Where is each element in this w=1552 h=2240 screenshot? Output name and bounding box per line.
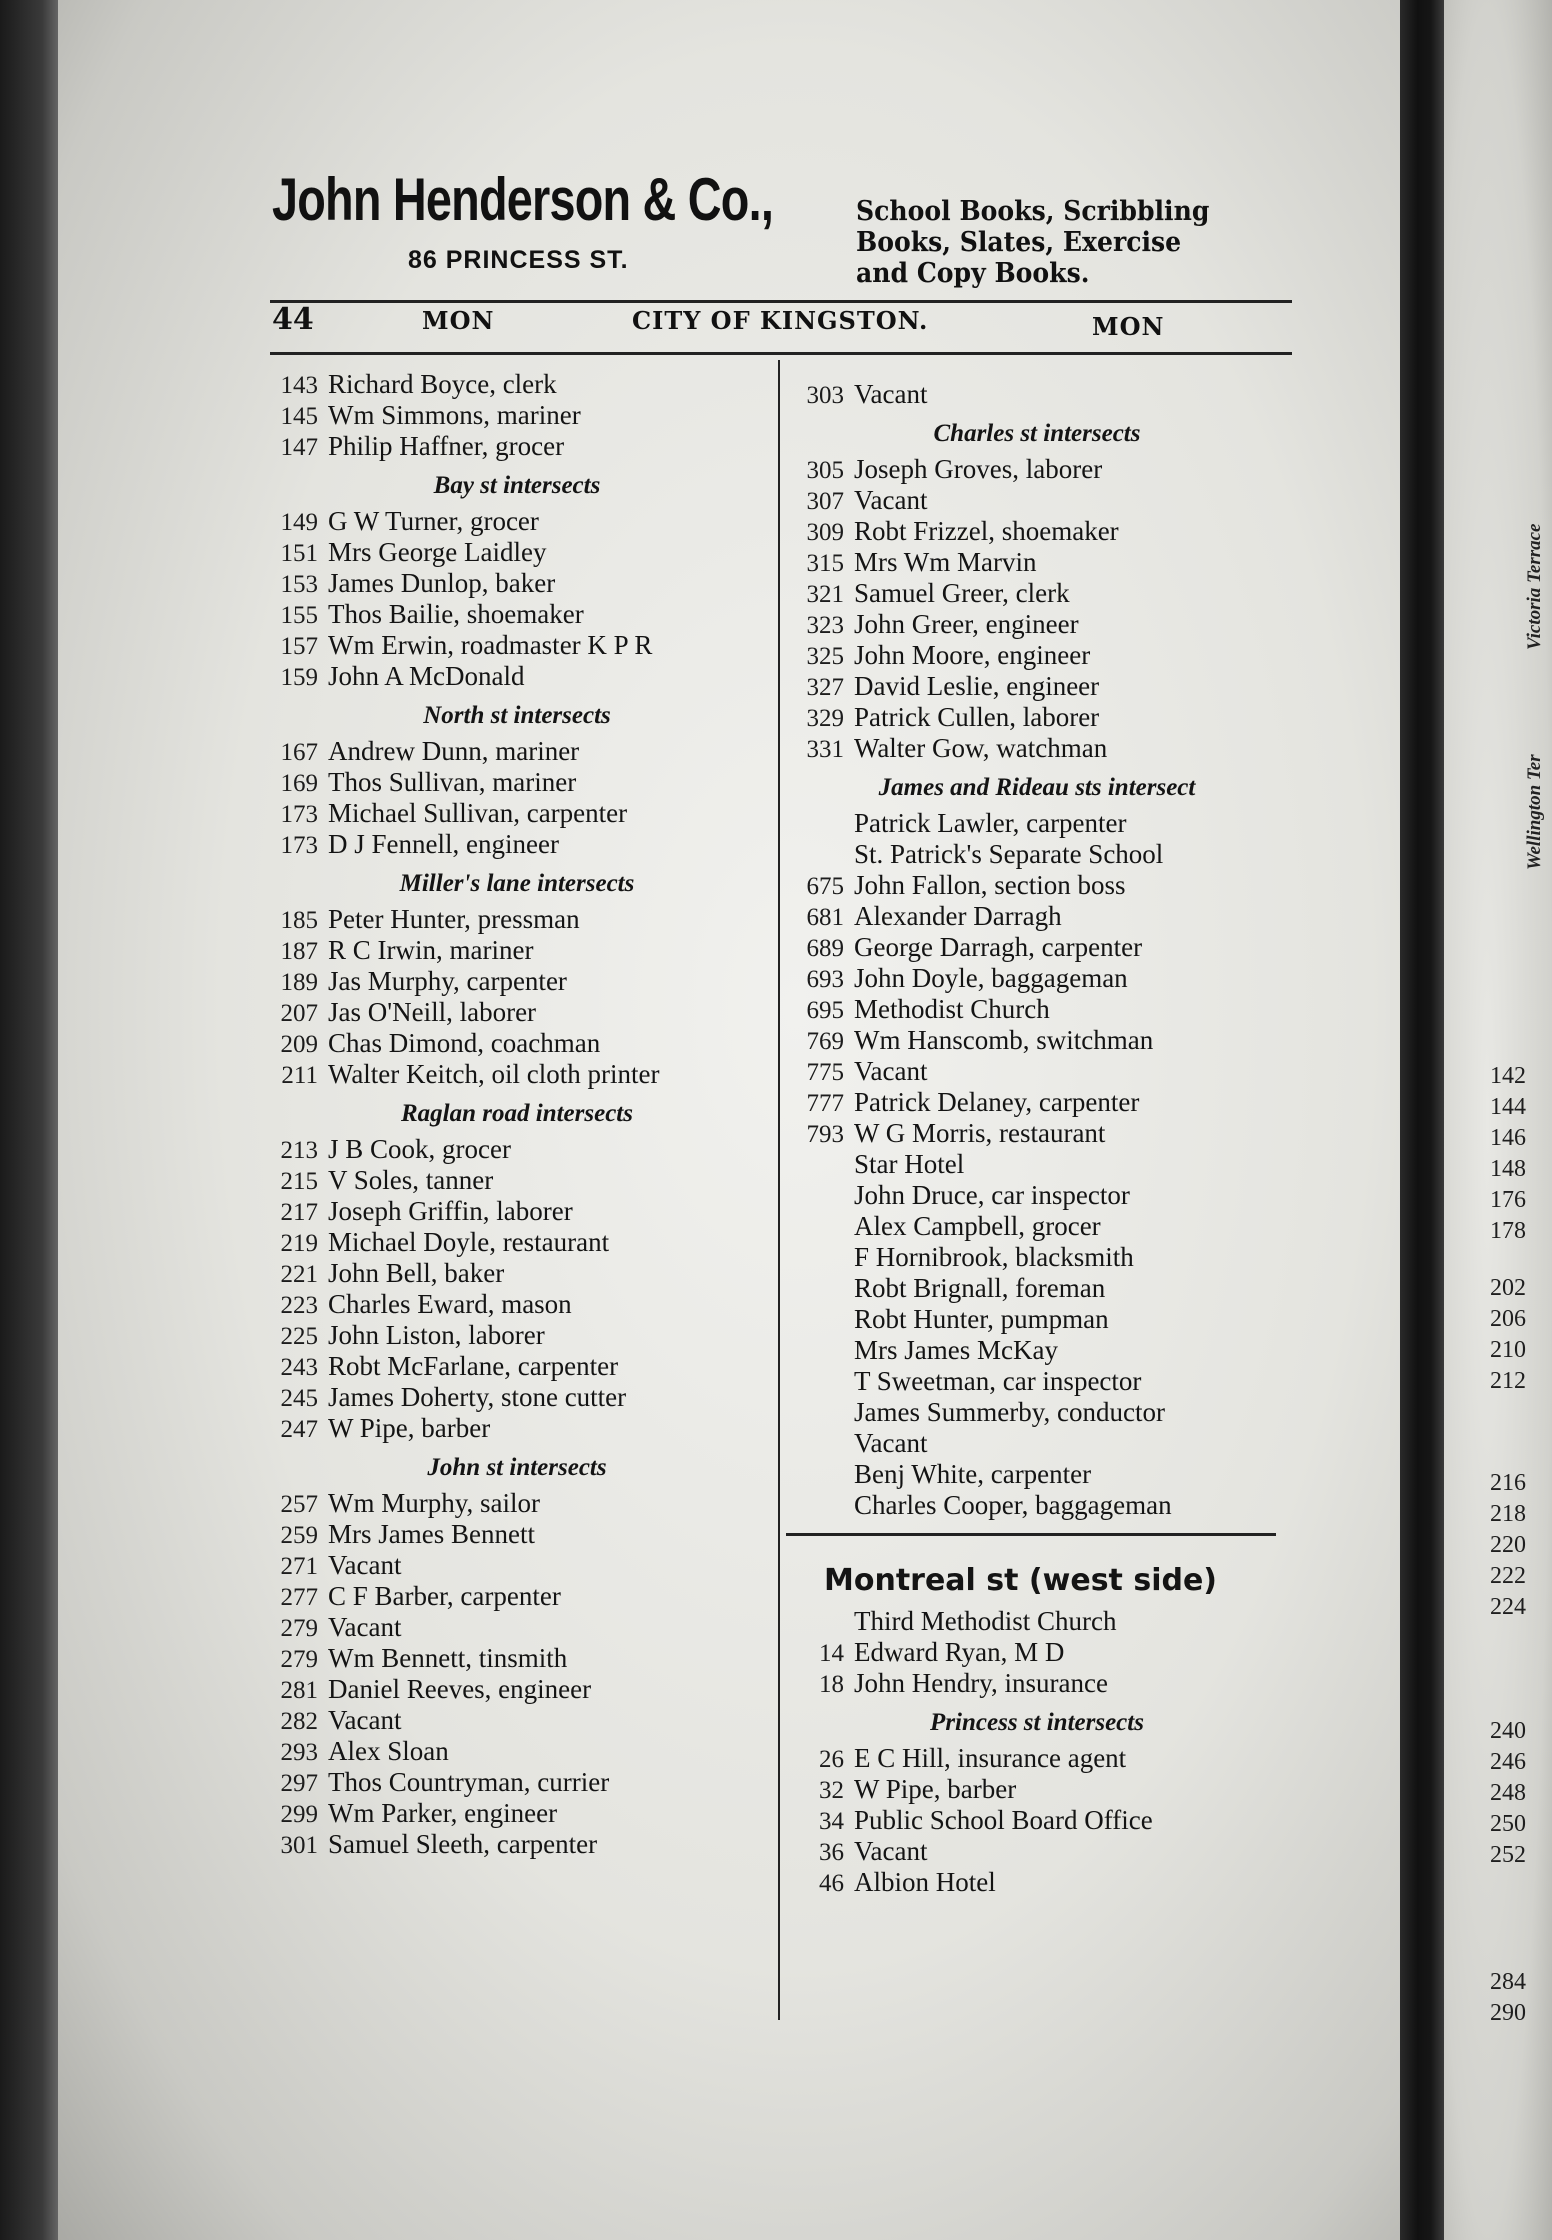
directory-entry — [262, 1767, 772, 1798]
resident-name: W G Morris, restaurant — [854, 1118, 1106, 1148]
next-page-house-number: 218 — [1490, 1501, 1526, 1527]
directory-entry — [782, 1397, 1292, 1428]
directory-entry — [262, 1736, 772, 1767]
directory-entry — [262, 1581, 772, 1612]
header-rule-bottom — [270, 352, 1292, 355]
directory-entry — [782, 1118, 1292, 1149]
intersection-heading: Princess st intersects — [930, 1709, 1144, 1736]
next-page-house-number: 142 — [1490, 1063, 1526, 1089]
directory-entry — [782, 1025, 1292, 1056]
column-divider — [778, 360, 780, 2020]
directory-entry — [262, 935, 772, 966]
directory-entry — [262, 1612, 772, 1643]
directory-entry — [782, 1606, 1292, 1637]
resident-name: Wm Simmons, mariner — [328, 400, 581, 430]
resident-name: St. Patrick's Separate School — [854, 839, 1164, 869]
next-page-house-number: 222 — [1490, 1563, 1526, 1589]
house-number: 145 — [280, 403, 318, 430]
resident-name: Richard Boyce, clerk — [328, 369, 557, 399]
resident-name: Mrs James Bennett — [328, 1519, 535, 1549]
next-page-house-number: 220 — [1490, 1532, 1526, 1558]
house-number: 271 — [280, 1553, 318, 1580]
house-number: 189 — [280, 969, 318, 996]
resident-name: Joseph Griffin, laborer — [328, 1196, 573, 1226]
directory-entry — [782, 1637, 1292, 1668]
advert-products — [856, 196, 1265, 289]
directory-entry — [782, 733, 1292, 764]
house-number: 777 — [806, 1090, 844, 1117]
resident-name: Wm Murphy, sailor — [328, 1488, 540, 1518]
resident-name: Patrick Cullen, laborer — [854, 702, 1100, 732]
resident-name: Vacant — [328, 1705, 402, 1735]
directory-entry — [782, 1836, 1292, 1867]
house-number: 157 — [280, 633, 318, 660]
house-number: 689 — [806, 935, 844, 962]
house-number: 309 — [806, 519, 844, 546]
house-number: 209 — [280, 1031, 318, 1058]
house-number: 247 — [280, 1416, 318, 1443]
directory-entry — [782, 1668, 1292, 1699]
house-number: 329 — [806, 705, 844, 732]
house-number: 281 — [280, 1677, 318, 1704]
house-number: 36 — [819, 1839, 844, 1866]
resident-name: John A McDonald — [328, 661, 525, 691]
directory-entry — [782, 870, 1292, 901]
directory-entry — [262, 1798, 772, 1829]
intersection-heading: Raglan road intersects — [401, 1100, 633, 1127]
directory-entry — [782, 578, 1292, 609]
next-page-house-number: 146 — [1490, 1125, 1526, 1151]
intersection-heading: Charles st intersects — [933, 420, 1141, 447]
advert-products-line: School Books, Scribbling — [856, 196, 1210, 227]
house-number: 257 — [280, 1491, 318, 1518]
directory-entry — [782, 901, 1292, 932]
intersection-heading: John st intersects — [427, 1454, 607, 1481]
next-page-house-number: 290 — [1490, 2000, 1526, 2026]
directory-entry — [262, 904, 772, 935]
resident-name: E C Hill, insurance agent — [854, 1743, 1127, 1773]
directory-entry — [782, 932, 1292, 963]
directory-entry — [262, 369, 772, 400]
directory-entry — [262, 767, 772, 798]
house-number: 681 — [806, 904, 844, 931]
resident-name: Thos Bailie, shoemaker — [328, 599, 584, 629]
directory-entry — [782, 1273, 1292, 1304]
house-number: 159 — [280, 664, 318, 691]
house-number: 151 — [280, 540, 318, 567]
advert-products-line: and Copy Books. — [856, 258, 1090, 289]
resident-name: Daniel Reeves, engineer — [328, 1674, 592, 1704]
resident-name: Michael Sullivan, carpenter — [328, 798, 628, 828]
side-label: Victoria Terrace — [1524, 523, 1545, 650]
directory-entry — [262, 630, 772, 661]
next-page-house-number: 248 — [1490, 1780, 1526, 1806]
directory-entry — [262, 1488, 772, 1519]
next-page-house-number: 144 — [1490, 1094, 1526, 1120]
directory-entry — [262, 568, 772, 599]
next-page-house-number: 206 — [1490, 1306, 1526, 1332]
resident-name: Wm Parker, engineer — [328, 1798, 558, 1828]
resident-name: Jas O'Neill, laborer — [328, 997, 537, 1027]
resident-name: Vacant — [854, 1836, 928, 1866]
house-number: 169 — [280, 770, 318, 797]
resident-name: Samuel Sleeth, carpenter — [328, 1829, 598, 1859]
house-number: 297 — [280, 1770, 318, 1797]
resident-name: John Liston, laborer — [328, 1320, 545, 1350]
resident-name: Joseph Groves, laborer — [854, 454, 1103, 484]
house-number: 149 — [280, 509, 318, 536]
directory-entry — [262, 506, 772, 537]
resident-name: Charles Eward, mason — [328, 1289, 572, 1319]
house-number: 695 — [806, 997, 844, 1024]
resident-name: Alex Sloan — [328, 1736, 449, 1766]
resident-name: C F Barber, carpenter — [328, 1581, 561, 1611]
directory-entry — [262, 400, 772, 431]
next-page-house-number: 148 — [1490, 1156, 1526, 1182]
directory-entry — [262, 1165, 772, 1196]
house-number: 303 — [806, 382, 844, 409]
directory-entry — [782, 1366, 1292, 1397]
next-page-house-number: 212 — [1490, 1368, 1526, 1394]
directory-entry — [782, 1242, 1292, 1273]
resident-name: Walter Keitch, oil cloth printer — [328, 1059, 660, 1089]
resident-name: Philip Haffner, grocer — [328, 431, 565, 461]
directory-entry — [262, 599, 772, 630]
resident-name: Samuel Greer, clerk — [854, 578, 1070, 608]
house-number: 325 — [806, 643, 844, 670]
resident-name: J B Cook, grocer — [328, 1134, 511, 1164]
resident-name: John Bell, baker — [328, 1258, 505, 1288]
directory-entry — [782, 808, 1292, 839]
house-number: 211 — [281, 1062, 318, 1089]
directory-entry — [262, 1674, 772, 1705]
house-number: 769 — [806, 1028, 844, 1055]
next-page-house-number: 246 — [1490, 1749, 1526, 1775]
resident-name: James Summerby, conductor — [854, 1397, 1165, 1427]
resident-name: George Darragh, carpenter — [854, 932, 1143, 962]
resident-name: V Soles, tanner — [328, 1165, 494, 1195]
house-number: 213 — [280, 1137, 318, 1164]
resident-name: G W Turner, grocer — [328, 506, 539, 536]
resident-name: Star Hotel — [854, 1149, 965, 1179]
directory-entry — [782, 839, 1292, 870]
directory-entry — [782, 609, 1292, 640]
resident-name: Mrs George Laidley — [328, 537, 547, 567]
directory-entry — [782, 1743, 1292, 1774]
header-rule-top — [270, 300, 1292, 303]
next-page-house-number: 210 — [1490, 1337, 1526, 1363]
resident-name: Vacant — [854, 1056, 928, 1086]
resident-name: D J Fennell, engineer — [328, 829, 559, 859]
resident-name: John Druce, car inspector — [854, 1180, 1130, 1210]
page-number: 44 — [272, 302, 314, 337]
house-number: 282 — [280, 1708, 318, 1735]
house-number: 18 — [819, 1671, 844, 1698]
resident-name: Robt McFarlane, carpenter — [328, 1351, 619, 1381]
resident-name: John Greer, engineer — [854, 609, 1079, 639]
house-number: 279 — [280, 1646, 318, 1673]
scan-left-edge — [0, 0, 60, 2240]
house-number: 32 — [819, 1777, 844, 1804]
directory-entry — [262, 1550, 772, 1581]
house-number: 187 — [280, 938, 318, 965]
resident-name: Robt Hunter, pumpman — [854, 1304, 1109, 1334]
directory-entry — [782, 379, 1292, 410]
directory-entry — [782, 1459, 1292, 1490]
directory-entry — [262, 1351, 772, 1382]
house-number: 293 — [280, 1739, 318, 1766]
directory-entry — [262, 966, 772, 997]
resident-name: W Pipe, barber — [854, 1774, 1017, 1804]
resident-name: Charles Cooper, baggageman — [854, 1490, 1172, 1520]
resident-name: Wm Hanscomb, switchman — [854, 1025, 1154, 1055]
directory-entry — [262, 1413, 772, 1444]
resident-name: Robt Brignall, foreman — [854, 1273, 1106, 1303]
directory-entry — [262, 1643, 772, 1674]
section-rule — [786, 1533, 1276, 1536]
house-number: 173 — [280, 832, 318, 859]
resident-name: Vacant — [854, 379, 928, 409]
directory-entry — [262, 798, 772, 829]
resident-name: James Dunlop, baker — [328, 568, 556, 598]
directory-entry — [782, 485, 1292, 516]
house-number: 215 — [280, 1168, 318, 1195]
resident-name: Michael Doyle, restaurant — [328, 1227, 610, 1257]
house-number: 167 — [280, 739, 318, 766]
resident-name: Mrs James McKay — [854, 1335, 1058, 1365]
directory-entry — [782, 1304, 1292, 1335]
house-number: 173 — [280, 801, 318, 828]
house-number: 243 — [280, 1354, 318, 1381]
house-number: 279 — [280, 1615, 318, 1642]
resident-name: Albion Hotel — [854, 1867, 996, 1897]
directory-entry — [782, 1149, 1292, 1180]
house-number: 34 — [819, 1808, 844, 1835]
house-number: 305 — [806, 457, 844, 484]
house-number: 323 — [806, 612, 844, 639]
resident-name: James Doherty, stone cutter — [328, 1382, 627, 1412]
directory-entry — [262, 1134, 772, 1165]
house-number: 315 — [806, 550, 844, 577]
resident-name: Robt Frizzel, shoemaker — [854, 516, 1119, 546]
resident-name: Peter Hunter, pressman — [328, 904, 580, 934]
running-head-right-street: MON — [1092, 312, 1165, 341]
next-page-house-number: 202 — [1490, 1275, 1526, 1301]
house-number: 26 — [819, 1746, 844, 1773]
next-page-house-number: 178 — [1490, 1218, 1526, 1244]
resident-name: Andrew Dunn, mariner — [328, 736, 580, 766]
resident-name: Patrick Delaney, carpenter — [854, 1087, 1140, 1117]
resident-name: Wm Erwin, roadmaster K P R — [328, 630, 653, 660]
resident-name: Third Methodist Church — [854, 1606, 1117, 1636]
resident-name: Mrs Wm Marvin — [854, 547, 1037, 577]
house-number: 793 — [806, 1121, 844, 1148]
resident-name: W Pipe, barber — [328, 1413, 491, 1443]
house-number: 153 — [280, 571, 318, 598]
house-number: 775 — [806, 1059, 844, 1086]
directory-entry — [782, 1805, 1292, 1836]
intersection-heading: Bay st intersects — [433, 472, 601, 499]
next-page-house-number: 250 — [1490, 1811, 1526, 1837]
directory-entry — [262, 829, 772, 860]
advert-products-line: Books, Slates, Exercise — [856, 227, 1182, 258]
directory-entry — [782, 547, 1292, 578]
resident-name: Chas Dimond, coachman — [328, 1028, 601, 1058]
directory-entry — [262, 1705, 772, 1736]
intersection-heading: James and Rideau sts intersect — [878, 774, 1196, 801]
resident-name: Vacant — [854, 1428, 928, 1458]
running-head-left-street: MON — [422, 306, 495, 335]
house-number: 155 — [280, 602, 318, 629]
house-number: 223 — [280, 1292, 318, 1319]
directory-entry — [782, 1056, 1292, 1087]
directory-entry — [262, 1196, 772, 1227]
resident-name: F Hornibrook, blacksmith — [854, 1242, 1134, 1272]
resident-name: Wm Bennett, tinsmith — [328, 1643, 568, 1673]
house-number: 143 — [280, 372, 318, 399]
house-number: 693 — [806, 966, 844, 993]
house-number: 219 — [280, 1230, 318, 1257]
resident-name: Alex Campbell, grocer — [854, 1211, 1101, 1241]
left-column — [262, 369, 772, 1860]
directory-entry — [262, 1519, 772, 1550]
resident-name: David Leslie, engineer — [854, 671, 1100, 701]
house-number: 217 — [280, 1199, 318, 1226]
resident-name: John Doyle, baggageman — [854, 963, 1128, 993]
resident-name: Thos Countryman, currier — [328, 1767, 610, 1797]
resident-name: R C Irwin, mariner — [328, 935, 534, 965]
directory-entry — [782, 640, 1292, 671]
house-number: 321 — [806, 581, 844, 608]
directory-entry — [782, 1867, 1292, 1898]
resident-name: Jas Murphy, carpenter — [328, 966, 567, 996]
resident-name: John Moore, engineer — [854, 640, 1091, 670]
directory-entry — [782, 963, 1292, 994]
next-page-house-number: 176 — [1490, 1187, 1526, 1213]
house-number: 221 — [280, 1261, 318, 1288]
directory-entry — [262, 1028, 772, 1059]
house-number: 46 — [819, 1870, 844, 1897]
resident-name: Benj White, carpenter — [854, 1459, 1092, 1489]
right-column — [782, 379, 1292, 1898]
next-page-house-number: 252 — [1490, 1842, 1526, 1868]
directory-entry — [262, 736, 772, 767]
house-number: 185 — [280, 907, 318, 934]
house-number: 14 — [819, 1640, 844, 1667]
resident-name: Edward Ryan, M D — [854, 1637, 1065, 1667]
resident-name: Thos Sullivan, mariner — [328, 767, 577, 797]
running-head-city: CITY OF KINGSTON. — [632, 306, 929, 335]
directory-entry — [262, 1227, 772, 1258]
directory-entry — [782, 1774, 1292, 1805]
resident-name: Vacant — [328, 1550, 402, 1580]
directory-entry — [782, 1428, 1292, 1459]
house-number: 207 — [280, 1000, 318, 1027]
directory-entry — [262, 661, 772, 692]
directory-entry — [262, 1829, 772, 1860]
directory-entry — [262, 1382, 772, 1413]
next-page-house-number: 284 — [1490, 1969, 1526, 1995]
house-number: 331 — [806, 736, 844, 763]
book-gutter — [1400, 0, 1444, 2240]
next-page-house-number: 240 — [1490, 1718, 1526, 1744]
resident-name: Public School Board Office — [854, 1805, 1153, 1835]
directory-entry — [262, 1059, 772, 1090]
house-number: 299 — [280, 1801, 318, 1828]
directory-entry — [262, 1289, 772, 1320]
next-page-house-number: 224 — [1490, 1594, 1526, 1620]
directory-entry — [782, 1211, 1292, 1242]
house-number: 259 — [280, 1522, 318, 1549]
house-number: 245 — [280, 1385, 318, 1412]
directory-entry — [262, 431, 772, 462]
next-page-house-number: 216 — [1490, 1470, 1526, 1496]
directory-entry — [782, 702, 1292, 733]
directory-entry — [782, 454, 1292, 485]
intersection-heading: North st intersects — [423, 702, 611, 729]
house-number: 277 — [280, 1584, 318, 1611]
resident-name: Vacant — [854, 485, 928, 515]
side-label: Wellington Ter — [1524, 754, 1545, 870]
directory-entry — [782, 994, 1292, 1025]
directory-entry — [782, 1490, 1292, 1521]
directory-entry — [782, 671, 1292, 702]
advert-company-name: John Henderson & Co., — [272, 166, 774, 233]
house-number: 327 — [806, 674, 844, 701]
house-number: 675 — [806, 873, 844, 900]
house-number: 301 — [280, 1832, 318, 1859]
intersection-heading: Miller's lane intersects — [399, 870, 635, 897]
directory-entry — [782, 516, 1292, 547]
advert-address: 86 PRINCESS ST. — [408, 246, 629, 274]
resident-name: Methodist Church — [854, 994, 1050, 1024]
street-section-title: Montreal st (west side) — [824, 1563, 1218, 1598]
directory-entry — [262, 537, 772, 568]
directory-entry — [262, 1320, 772, 1351]
directory-entry — [262, 1258, 772, 1289]
directory-entry — [262, 997, 772, 1028]
resident-name: Patrick Lawler, carpenter — [854, 808, 1127, 838]
directory-entry — [782, 1180, 1292, 1211]
resident-name: Vacant — [328, 1612, 402, 1642]
resident-name: John Fallon, section boss — [854, 870, 1126, 900]
directory-entry — [782, 1087, 1292, 1118]
resident-name: T Sweetman, car inspector — [854, 1366, 1142, 1396]
resident-name: Walter Gow, watchman — [854, 733, 1108, 763]
resident-name: Alexander Darragh — [854, 901, 1062, 931]
resident-name: John Hendry, insurance — [854, 1668, 1108, 1698]
house-number: 307 — [806, 488, 844, 515]
house-number: 147 — [280, 434, 318, 461]
directory-entry — [782, 1335, 1292, 1366]
house-number: 225 — [280, 1323, 318, 1350]
